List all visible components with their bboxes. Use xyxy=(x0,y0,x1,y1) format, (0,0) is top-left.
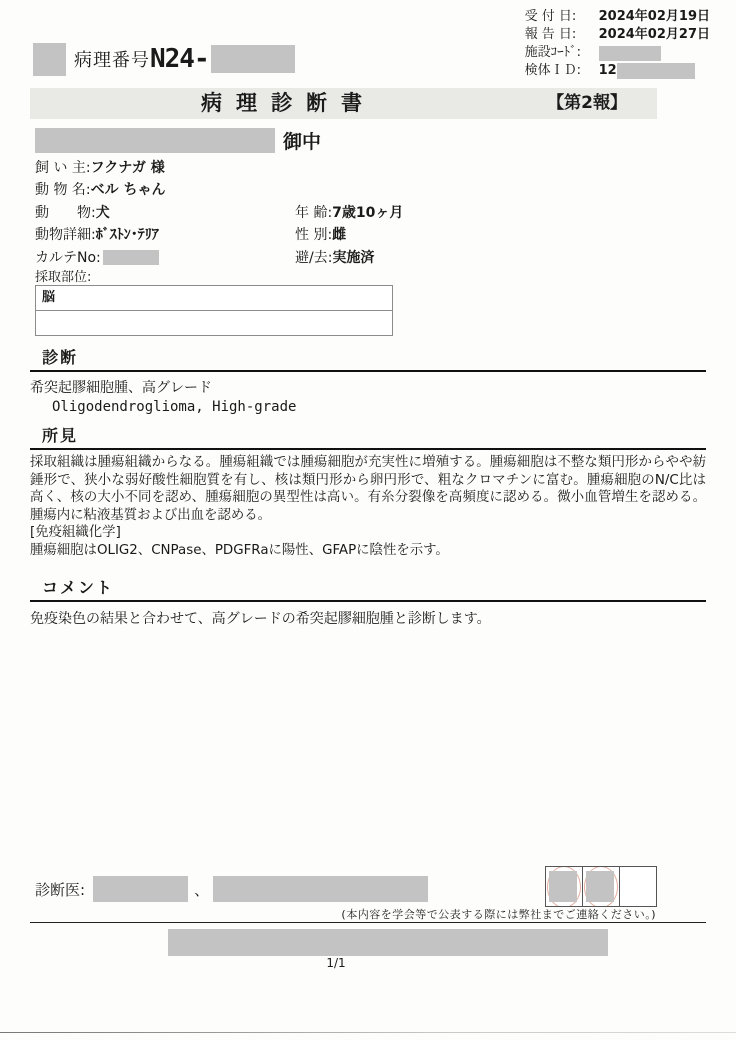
findings-section xyxy=(30,423,706,560)
age-value: 7歳10ヶ月 xyxy=(332,204,404,221)
owner-value: フクナガ 様 xyxy=(90,160,165,176)
page-title: 病理診断書 xyxy=(201,91,376,115)
footer-divider xyxy=(30,922,706,923)
sampling-site-row-1: 脳 xyxy=(36,286,392,311)
species-label: 動 物: xyxy=(35,204,96,221)
patient-info-right xyxy=(295,202,403,269)
seal-redaction-1 xyxy=(549,871,577,902)
recipient-row xyxy=(35,127,321,154)
owner-row xyxy=(35,157,166,179)
neuter-label: 避/去: xyxy=(295,249,333,266)
publication-notice: (本内容を学会等で公表する際には弊社までご連絡ください。) xyxy=(341,908,656,921)
breed-value: ﾎﾞｽﾄﾝ･ﾃﾘｱ xyxy=(95,227,159,244)
report-edition-badge: 【第2報】 xyxy=(547,93,627,113)
sampling-site-row-2 xyxy=(36,311,392,335)
sampling-site-label: 採取部位: xyxy=(35,270,92,285)
diagnostician-separator: 、 xyxy=(194,880,210,899)
neuter-value: 実施済 xyxy=(332,249,375,266)
age-row xyxy=(295,202,403,224)
sampling-site-box xyxy=(35,285,393,336)
seal-redaction-2 xyxy=(586,871,614,902)
facility-code-label: 施設ｺｰﾄﾞ: xyxy=(524,45,582,60)
comment-heading: コメント xyxy=(30,575,706,602)
chart-number-label: カルテNo: xyxy=(35,249,101,266)
seal-stamp-cell-1 xyxy=(546,867,583,906)
title-bar xyxy=(30,88,657,119)
specimen-id-redaction xyxy=(617,63,695,79)
seal-stamp-box xyxy=(545,866,657,907)
breed-row xyxy=(35,224,166,246)
scan-edge-artifact xyxy=(0,1032,736,1033)
case-number-value: N24- xyxy=(150,44,209,74)
specimen-id-label: 検体ＩＤ: xyxy=(524,63,582,78)
diagnosis-section xyxy=(30,345,706,415)
breed-label: 動物詳細: xyxy=(35,227,96,244)
diagnostician-name-1-redaction xyxy=(93,876,188,902)
diagnosis-heading: 診断 xyxy=(30,345,706,372)
case-number-label: 病理番号 xyxy=(74,50,150,71)
immunohistochemistry-result: 腫瘍細胞はOLIG2、CNPase、PDGFRaに陽性、GFAPに陰性を示す。 xyxy=(30,542,449,558)
diagnosis-japanese: 希突起膠細胞腫、高グレード xyxy=(30,380,212,396)
facility-code-redaction xyxy=(599,46,661,61)
specimen-id-row xyxy=(525,62,710,80)
received-date-label: 受 付 日: xyxy=(524,9,577,24)
animal-name-value: ベル ちゃん xyxy=(90,182,166,199)
patient-info-left xyxy=(35,157,166,269)
received-date-value: 2024年02月19日 xyxy=(598,9,710,24)
case-number-redaction xyxy=(211,45,295,73)
page-number: 1/1 xyxy=(326,956,346,970)
seal-stamp-cell-2 xyxy=(583,867,620,906)
reported-date-row xyxy=(525,26,710,44)
owner-label: 飼 い 主: xyxy=(35,160,91,176)
reported-date-value: 2024年02月27日 xyxy=(598,27,710,42)
findings-paragraph: 採取組織は腫瘍組織からなる。腫瘍組織では腫瘍細胞が充実性に増殖する。腫瘍細胞は不整な類円形からやや紡錘形で、狭小な弱好酸性細胞質を有し、核は類円形から卵円形で、粗なクロマチンに富む。腫瘍細胞のN/C比は高く、核の大小不同を認め、腫瘍細胞の異型性は高い。有糸分裂像を高頻度に認める。微小血管増生を認める。腫瘍内に粘液基質および出血を認める。 xyxy=(30,455,706,523)
animal-name-row xyxy=(35,179,166,201)
sex-label: 性 別: xyxy=(295,227,333,244)
reported-date-label: 報 告 日: xyxy=(524,27,577,42)
case-logo-redaction xyxy=(33,43,66,76)
age-label: 年 齢: xyxy=(295,204,333,221)
diagnosis-english: Oligodendroglioma, High-grade xyxy=(52,399,297,415)
neuter-row xyxy=(295,247,403,269)
report-meta-block xyxy=(525,8,710,80)
recipient-name-redaction xyxy=(35,128,275,153)
species-row xyxy=(35,202,166,224)
seal-stamp-cell-3-empty xyxy=(620,867,656,906)
laboratory-info-redaction xyxy=(168,929,608,956)
comment-section xyxy=(30,575,706,628)
diagnostician-label: 診断医: xyxy=(35,880,86,899)
sex-value: 雌 xyxy=(332,227,347,244)
species-value: 犬 xyxy=(95,204,110,221)
diagnostician-name-2-redaction xyxy=(213,876,428,902)
recipient-honorific: 御中 xyxy=(283,131,322,153)
received-date-row xyxy=(525,8,710,26)
sex-row xyxy=(295,224,403,246)
case-number-row xyxy=(33,42,295,76)
animal-name-label: 動 物 名: xyxy=(35,182,91,199)
specimen-id-value: 12 xyxy=(598,63,617,78)
comment-text: 免疫染色の結果と合わせて、高グレードの希突起膠細胞腫と診断します。 xyxy=(30,611,491,627)
facility-code-row xyxy=(525,44,710,62)
diagnostician-row xyxy=(35,876,428,902)
chart-number-redaction xyxy=(103,250,159,265)
findings-heading: 所見 xyxy=(30,423,706,450)
immunohistochemistry-subheading: [免疫組織化学] xyxy=(30,525,121,541)
